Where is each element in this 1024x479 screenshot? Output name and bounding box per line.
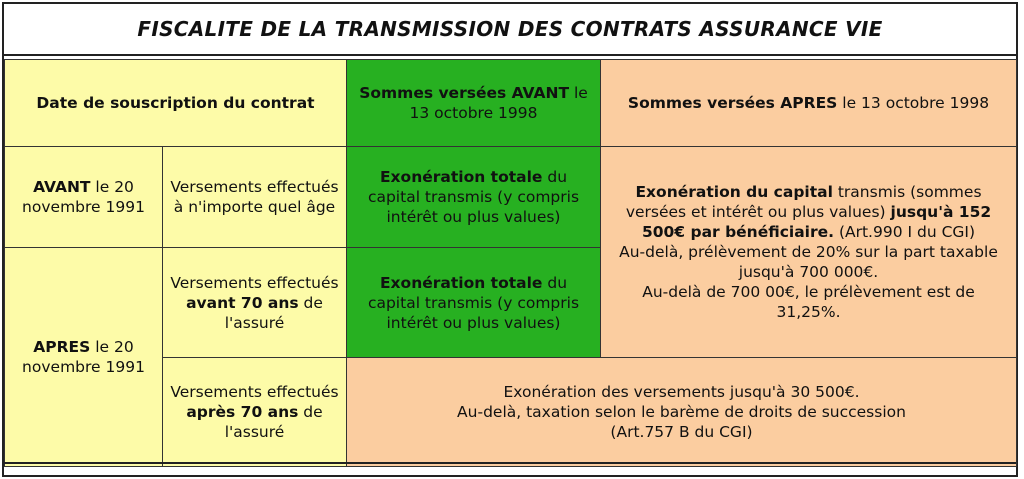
header-date-souscription: Date de souscription du contrat [5,60,347,147]
apres-1998-exoneration-cell: Exonération du capital transmis (sommes versées et intérêt ou plus values) jusqu'à 152 500€ par bénéficiaire. (Art.990 I du CGI) Au-delà, prélèvement de 20% sur la part taxable jusqu'à 700 000€. Au-delà de 700 00€, le prélèvement est de 31,25%. [601,147,1017,358]
exoneration-totale-cell-2: Exonération totale du capital transmis (y compris intérêt ou plus values) [347,248,601,358]
table-row-avant-1991 [5,147,1017,248]
header-sommes-apres: Sommes versées APRES le 13 octobre 1998 [601,60,1017,147]
versements-avant-70: Versements effectués avant 70 ans de l'assuré [163,248,347,358]
tax-table [4,59,1017,467]
header-sommes-avant: Sommes versées AVANT le 13 octobre 1998 [347,60,601,147]
versements-any-age: Versements effectués à n'importe quel âge [163,147,347,248]
period-avant-1991: AVANT le 20 novembre 1991 [5,147,163,248]
document-frame [2,2,1018,477]
page-title: FISCALITE DE LA TRANSMISSION DES CONTRATS ASSURANCE VIE [4,4,1016,56]
table-header-row [5,60,1017,147]
exoneration-30500-cell: Exonération des versements jusqu'à 30 500€. Au-delà, taxation selon le barème de droits de succession (Art.757 B du CGI) [347,358,1017,467]
period-apres-1991: APRES le 20 novembre 1991 [5,248,163,467]
exoneration-totale-cell-1: Exonération totale du capital transmis (y compris intérêt ou plus values) [347,147,601,248]
versements-apres-70: Versements effectués après 70 ans de l'assuré [163,358,347,467]
bottom-divider [4,462,1016,464]
